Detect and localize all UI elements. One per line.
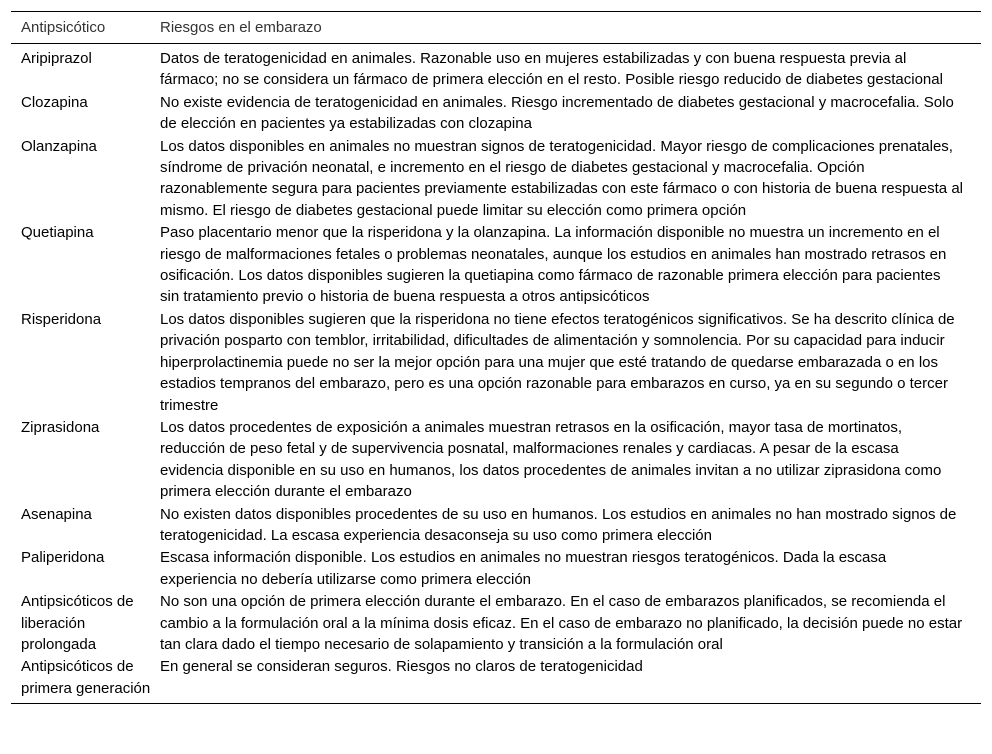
drug-name-cell: Clozapina [21,93,88,111]
risk-description-cell: Los datos disponibles en animales no muestran signos de teratogenicidad. Mayor riesgo de complicaciones prenatales, síndrome de privación neonatal, e incremento en el riesgo de diabetes gestacional y macrocefalia. Opción razonablemente segura para pacientes previamente estabilizadas con este fármaco o con historia de buena respuesta al mismo. El riesgo de diabetes gestacional puede limitar su elección como primera opción [160,137,963,219]
table-row [11,91,981,135]
risk-description-cell: En general se consideran seguros. Riesgos no claros de teratogenicidad [160,658,643,676]
risk-description-cell: Los datos disponibles sugieren que la risperidona no tiene efectos teratogénicos significativos. Se ha descrito clínica de privación posparto con temblor, irritabilidad, dificultades de alimentación y somnolencia. Por su capacidad para inducir hiperprolactinemia puede no ser la mejor opción para una mujer que esté tratando de quedarse embarazada o en los estadios tempranos del embarazo, pero es una opción razonable para embarazos en curso, ya en su segundo o tercer trimestre [160,310,955,414]
risk-description-cell: Escasa información disponible. Los estudios en animales no muestran riesgos teratogénicos. Dada la escasa experiencia no debería utilizarse como primera elección [160,549,887,588]
header-riesgos: Riesgos en el embarazo [160,18,322,36]
drug-name-cell: Quetiapina [21,224,94,242]
table-row [11,546,981,590]
table-row [11,416,981,503]
drug-name-cell: Antipsicóticos de liberación prolongada [21,593,134,653]
risk-description-cell: No existen datos disponibles procedentes de su uso en humanos. Los estudios en animales no han mostrado signos de teratogenicidad. La escasa experiencia desaconseja su uso como primera elección [160,505,957,544]
risk-description-cell: Paso placentario menor que la risperidona y la olanzapina. La información disponible no muestra un incremento en el riesgo de malformaciones fetales o problemas neonatales, aunque los estudios en animales han mostrado retrasos en osificación. Los datos disponibles sugieren la quetiapina como fármaco de razonable primera elección para pacientes sin tratamiento previo o historia de buena respuesta a otros antipsicóticos [160,224,947,306]
antipsychotic-pregnancy-table-container [11,11,981,704]
drug-name-cell: Asenapina [21,505,92,523]
risk-description-cell: No existe evidencia de teratogenicidad en animales. Riesgo incrementado de diabetes gestacional y macrocefalia. Solo de elección en pacientes ya estabilizadas con clozapina [160,93,954,133]
header-antipsicotico: Antipsicótico [21,18,106,36]
risk-description-cell: Los datos procedentes de exposición a animales muestran retrasos en la osificación, mayor tasa de mortinatos, reducción de peso fetal y de supervivencia posnatal, malformaciones renales y cardiacas. A pesar de la escasa evidencia disponible en su uso en humanos, los datos procedentes de animales invitan a no utilizar ziprasidona como primera elección durante el embarazo [160,418,942,501]
table-row [11,221,981,308]
drug-name-cell: Paliperidona [21,549,105,567]
table-row [11,135,981,222]
drug-name-cell: Antipsicóticos de primera generación [21,658,151,697]
table-row [11,44,981,91]
risk-description-cell: Datos de teratogenicidad en animales. Razonable uso en mujeres estabilizadas y con buena respuesta previa al fármaco; no se considera un fármaco de primera elección en el resto. Posible riesgo reducido de diabetes gestacional [160,50,943,89]
drug-name-cell: Aripiprazol [21,50,92,67]
table-row [11,503,981,547]
drug-name-cell: Olanzapina [21,137,97,155]
antipsychotic-pregnancy-table [11,11,981,704]
table-body [11,44,981,704]
table-row [11,308,981,416]
risk-description-cell: No son una opción de primera elección durante el embarazo. En el caso de embarazos planificados, se recomienda el cambio a la formulación oral a la mínima dosis eficaz. En el caso de embarazo no planificado, la decisión puede no estar tan clara dado el tiempo necesario de solapamiento y transición a la formulación oral [160,593,963,653]
table-header-row [11,12,981,44]
drug-name-cell: Risperidona [21,310,102,328]
table-row [11,590,981,655]
table-header [11,12,981,44]
drug-name-cell: Ziprasidona [21,418,100,436]
table-row [11,655,981,703]
